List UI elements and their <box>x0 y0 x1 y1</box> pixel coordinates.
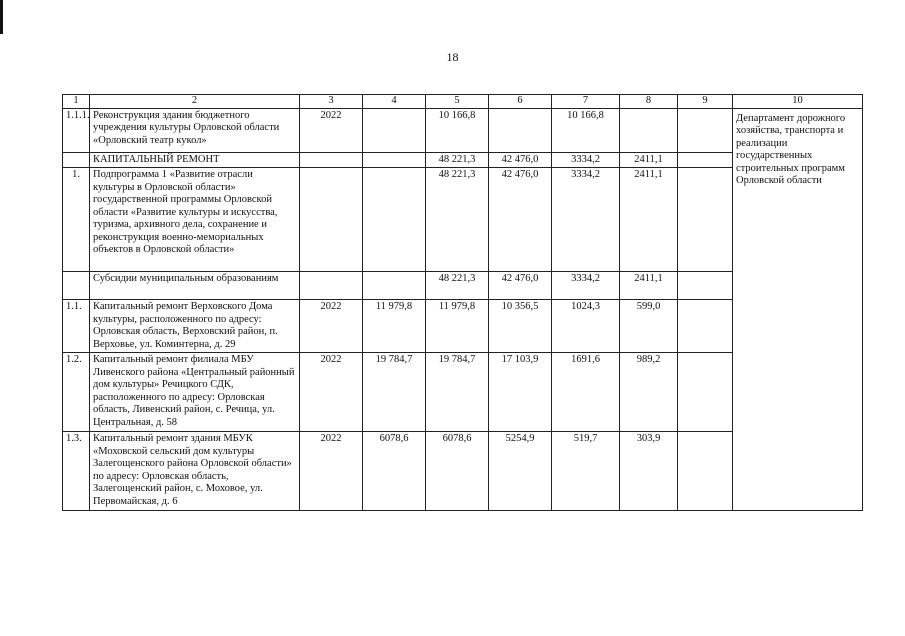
row-col5: 6078,6 <box>426 432 489 511</box>
row-col5: 48 221,3 <box>426 152 489 168</box>
row-col6 <box>489 108 552 152</box>
row-col8: 303,9 <box>620 432 678 511</box>
header-cell: 2 <box>90 95 300 109</box>
row-name: Капитальный ремонт Верховского Дома культуры, расположенного по адресу: Орловская область, Верховский район, п. Верховье, ул. Коминтерна, д. 29 <box>90 300 300 353</box>
row-col8: 989,2 <box>620 353 678 432</box>
row-number: 1.1. <box>63 300 90 353</box>
header-cell: 9 <box>678 95 733 109</box>
row-name: Подпрограмма 1 «Развитие отрасли культуры в Орловской области» государственной программы Орловской области «Развитие культуры и искусства, туризма, архивного дела, сохранение и реконструкция военно-мемориальных объектов в Орловской области» <box>90 168 300 272</box>
header-row <box>63 95 863 109</box>
row-col7: 10 166,8 <box>552 108 620 152</box>
row-col4: 6078,6 <box>363 432 426 511</box>
row-col5: 19 784,7 <box>426 353 489 432</box>
row-year: 2022 <box>300 108 363 152</box>
row-col8 <box>620 108 678 152</box>
header-cell: 7 <box>552 95 620 109</box>
row-col6: 42 476,0 <box>489 168 552 272</box>
row-number <box>63 272 90 300</box>
row-name: Субсидии муниципальным образованиям <box>90 272 300 300</box>
row-year <box>300 168 363 272</box>
header-cell: 3 <box>300 95 363 109</box>
row-number: 1.3. <box>63 432 90 511</box>
row-col8: 2411,1 <box>620 272 678 300</box>
row-year <box>300 152 363 168</box>
row-col9 <box>678 272 733 300</box>
row-col7: 3334,2 <box>552 168 620 272</box>
row-col4: 19 784,7 <box>363 353 426 432</box>
row-col9 <box>678 108 733 152</box>
row-col9 <box>678 432 733 511</box>
row-col4: 11 979,8 <box>363 300 426 353</box>
row-col8: 2411,1 <box>620 168 678 272</box>
row-col7: 3334,2 <box>552 152 620 168</box>
row-year: 2022 <box>300 432 363 511</box>
row-year: 2022 <box>300 300 363 353</box>
header-cell: 4 <box>363 95 426 109</box>
row-col6: 42 476,0 <box>489 152 552 168</box>
row-col5: 11 979,8 <box>426 300 489 353</box>
header-cell: 5 <box>426 95 489 109</box>
row-col6: 42 476,0 <box>489 272 552 300</box>
row-name: Капитальный ремонт здания МБУК «Моховской сельский дом культуры Залегощенского района Орловской области» по адресу: Орловская область, Залегощенский район, с. Моховое, ул. Первомайская, д. 6 <box>90 432 300 511</box>
row-col7: 1691,6 <box>552 353 620 432</box>
row-name: Капитальный ремонт филиала МБУ Ливенского района «Центральный районный дом культуры» Речицкого СДК, расположенного по адресу: Орловская область, Ливенский район, с. Речица, ул. Центральная, д. 58 <box>90 353 300 432</box>
page-number: 18 <box>446 50 459 64</box>
row-number: 1. <box>63 168 90 272</box>
row-name: Реконструкция здания бюджетного учреждения культуры Орловской области «Орловский театр кукол» <box>90 108 300 152</box>
scan-edge-mark <box>0 0 3 34</box>
row-col4 <box>363 152 426 168</box>
table-row <box>63 108 863 152</box>
row-col4 <box>363 168 426 272</box>
header-cell: 10 <box>733 95 863 109</box>
budget-table <box>62 94 863 511</box>
row-col7: 519,7 <box>552 432 620 511</box>
row-col4 <box>363 108 426 152</box>
row-year: 2022 <box>300 353 363 432</box>
row-name: КАПИТАЛЬНЫЙ РЕМОНТ <box>90 152 300 168</box>
row-number <box>63 152 90 168</box>
row-year <box>300 272 363 300</box>
row-number: 1.1.1. <box>63 108 90 152</box>
header-cell: 1 <box>63 95 90 109</box>
row-col6: 5254,9 <box>489 432 552 511</box>
row-col6: 10 356,5 <box>489 300 552 353</box>
row-col8: 599,0 <box>620 300 678 353</box>
row-col9 <box>678 152 733 168</box>
row-col7: 1024,3 <box>552 300 620 353</box>
row-col9 <box>678 168 733 272</box>
header-cell: 8 <box>620 95 678 109</box>
row-col9 <box>678 300 733 353</box>
header-cell: 6 <box>489 95 552 109</box>
responsible-organization: Департамент дорожного хозяйства, транспорта и реализации государственных строительных программ Орловской области <box>733 108 863 511</box>
row-col5: 48 221,3 <box>426 168 489 272</box>
row-col9 <box>678 353 733 432</box>
row-col7: 3334,2 <box>552 272 620 300</box>
row-col8: 2411,1 <box>620 152 678 168</box>
row-col5: 48 221,3 <box>426 272 489 300</box>
row-col6: 17 103,9 <box>489 353 552 432</box>
row-number: 1.2. <box>63 353 90 432</box>
row-col4 <box>363 272 426 300</box>
row-col5: 10 166,8 <box>426 108 489 152</box>
